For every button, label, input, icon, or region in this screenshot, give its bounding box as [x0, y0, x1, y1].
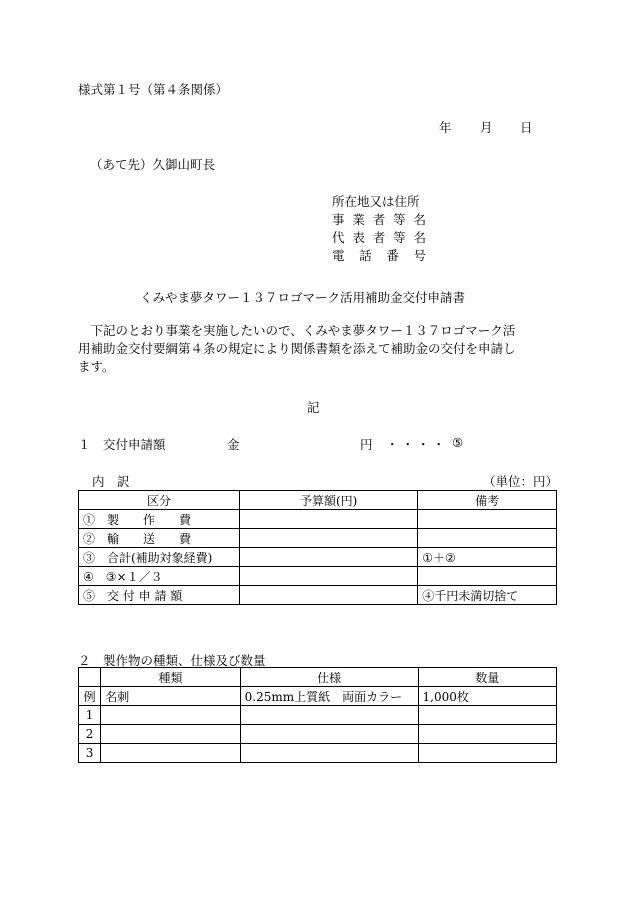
- section2-label: ２ 製作物の種類、仕様及び数量: [78, 653, 266, 668]
- table-row: [79, 567, 557, 586]
- header-remarks: 備考: [418, 491, 557, 510]
- section1-yen: 円: [360, 437, 373, 452]
- cell-budget[interactable]: [240, 567, 418, 586]
- breakdown-label: 内 訳: [92, 474, 130, 489]
- cell-kubun: ⑤ 交 付 申 請 額: [79, 586, 240, 605]
- breakdown-table: [78, 490, 557, 605]
- cell-no: 3: [79, 744, 101, 763]
- cell-remarks: [418, 567, 557, 586]
- products-table: [78, 667, 557, 763]
- cell-type[interactable]: [101, 744, 240, 763]
- cell-spec: 0.25mm上質紙 両面カラー: [240, 687, 418, 706]
- cell-type: 名刺: [101, 687, 240, 706]
- section1-ref: ⑤: [452, 435, 464, 450]
- table-row: [79, 687, 557, 706]
- breakdown-unit: （単位：円）: [483, 474, 559, 489]
- section1-kin: 金: [227, 437, 240, 452]
- addressee: （あて先）久御山町長: [90, 157, 216, 172]
- table-row: [79, 586, 557, 605]
- cell-budget[interactable]: [240, 529, 418, 548]
- cell-type[interactable]: [101, 725, 240, 744]
- cell-qty[interactable]: [418, 706, 556, 725]
- cell-budget[interactable]: [240, 586, 418, 605]
- cell-no: 例: [79, 687, 101, 706]
- section1-label: １ 交付申請額: [78, 437, 166, 452]
- cell-remarks: [418, 529, 557, 548]
- cell-no: 2: [79, 725, 101, 744]
- cell-remarks: ④千円未満切捨て: [418, 586, 557, 605]
- header-budget: 予算額(円): [240, 491, 418, 510]
- cell-kubun: ③ 合計(補助対象経費): [79, 548, 240, 567]
- ki-heading: 記: [307, 400, 320, 415]
- applicant-address-label: 所在地又は住所: [332, 194, 420, 209]
- cell-qty: 1,000枚: [418, 687, 556, 706]
- cell-budget[interactable]: [240, 510, 418, 529]
- cell-spec[interactable]: [240, 706, 418, 725]
- table-row: [79, 510, 557, 529]
- body-text: [78, 322, 516, 376]
- cell-spec[interactable]: [240, 744, 418, 763]
- table-row: [79, 706, 557, 725]
- cell-budget[interactable]: [240, 548, 418, 567]
- date-day: 日: [520, 120, 533, 135]
- cell-kubun: ① 製 作 費: [79, 510, 240, 529]
- cell-qty[interactable]: [418, 744, 556, 763]
- cell-no: 1: [79, 706, 101, 725]
- applicant-phone-label: 電 話 番 号: [332, 248, 426, 263]
- table-row: [79, 725, 557, 744]
- body-line: 下記のとおり事業を実施したいので、くみやま夢タワー１３７ロゴマーク活: [78, 323, 516, 338]
- cell-kubun: ④ ③×１／３: [79, 567, 240, 586]
- header-no: [79, 668, 101, 687]
- body-line: 用補助金交付要綱第４条の規定により関係書類を添えて補助金の交付を申請し: [78, 341, 516, 356]
- cell-qty[interactable]: [418, 725, 556, 744]
- date-month: 月: [480, 120, 493, 135]
- table-header-row: [79, 668, 557, 687]
- body-line: ます。: [78, 359, 115, 374]
- table-row: [79, 744, 557, 763]
- header-qty: 数量: [418, 668, 556, 687]
- cell-type[interactable]: [101, 706, 240, 725]
- cell-kubun: ② 輸 送 費: [79, 529, 240, 548]
- document-title: くみやま夢タワー１３７ロゴマーク活用補助金交付申請書: [140, 290, 466, 305]
- header-kubun: 区分: [79, 491, 240, 510]
- table-row: [79, 529, 557, 548]
- section1-dots: ・・・・: [386, 437, 449, 452]
- date-year: 年: [439, 120, 452, 135]
- cell-remarks: ①＋②: [418, 548, 557, 567]
- form-number: 様式第１号（第４条関係）: [78, 82, 229, 97]
- table-header-row: [79, 491, 557, 510]
- applicant-block: [332, 193, 426, 265]
- table-row: [79, 548, 557, 567]
- cell-spec[interactable]: [240, 725, 418, 744]
- applicant-business-name-label: 事 業 者 等 名: [332, 212, 426, 227]
- applicant-representative-label: 代 表 者 等 名: [332, 230, 426, 245]
- cell-remarks: [418, 510, 557, 529]
- header-spec: 仕様: [240, 668, 418, 687]
- header-type: 種類: [101, 668, 240, 687]
